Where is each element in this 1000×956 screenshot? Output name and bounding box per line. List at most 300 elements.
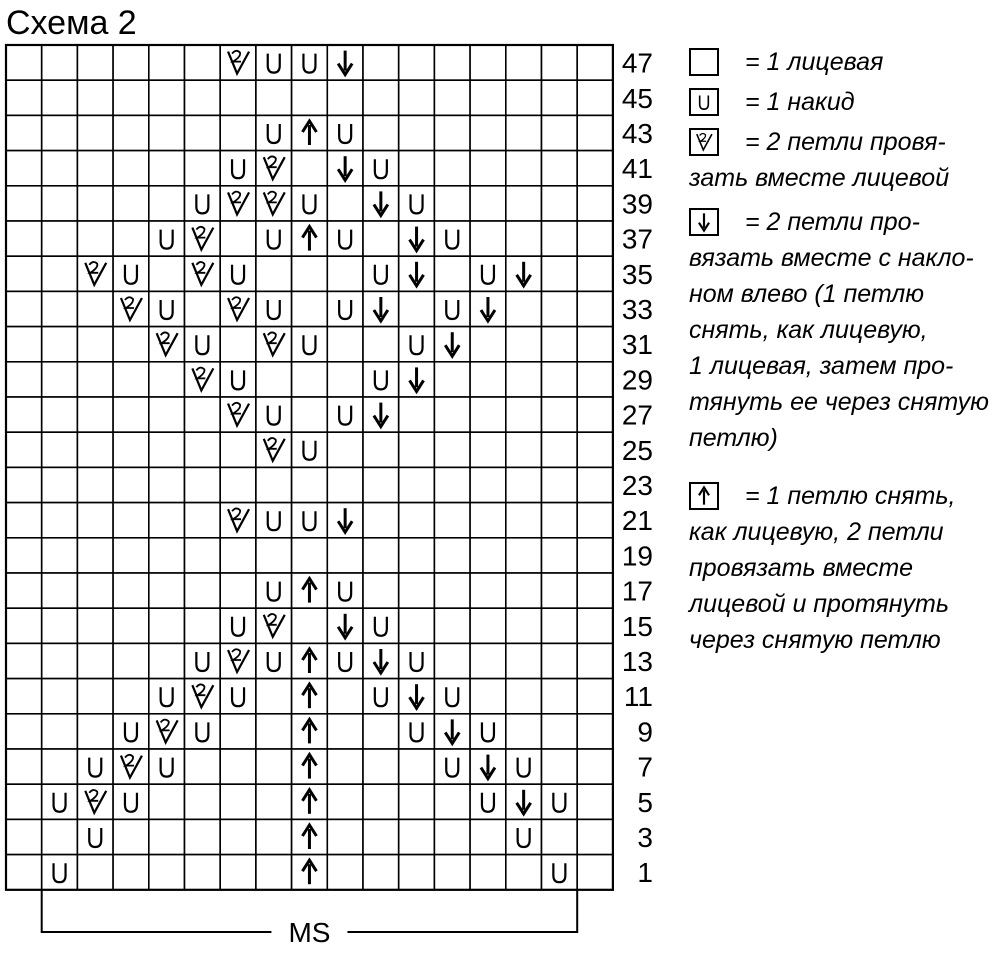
chart-cell [256,397,292,432]
chart-cell [6,503,42,538]
chart-cell [577,362,613,397]
chart-cell [42,503,78,538]
chart-cell [6,151,42,186]
chart-cell [77,714,113,749]
chart-cell [113,573,149,608]
chart-cell [149,784,185,819]
legend-cdd-text: = 1 петлю снять, как лицевую, 2 петли провязать вместе лицевой и протянуть через снятую петлю [689,482,956,654]
chart-cell [113,256,149,291]
chart-cell [220,432,256,467]
chart-cell [363,608,399,643]
chart-cell [6,397,42,432]
chart-cell [399,151,435,186]
chart-cell [399,467,435,502]
chart-cell [363,256,399,291]
chart-cell [77,291,113,326]
chart-cell [470,432,506,467]
chart-cell [434,784,470,819]
row-number: 37 [621,223,653,255]
chart-cell [77,819,113,854]
chart-cell [363,784,399,819]
chart-cell [506,327,542,362]
chart-cell [506,362,542,397]
chart-cell [220,573,256,608]
chart-cell [113,784,149,819]
chart-cell [6,608,42,643]
chart-cell [6,784,42,819]
chart-cell [327,679,363,714]
chart-cell [6,362,42,397]
chart-cell [185,608,221,643]
chart-cell [149,80,185,115]
chart-cell [363,221,399,256]
chart-cell [149,362,185,397]
chart-cell [220,679,256,714]
chart-cell [470,221,506,256]
chart-cell [506,749,542,784]
chart-cell [113,327,149,362]
chart-cell [363,855,399,890]
chart-cell [506,503,542,538]
chart-cell [185,643,221,678]
chart-cell [77,80,113,115]
chart-cell [113,608,149,643]
chart-cell [77,503,113,538]
chart-cell [220,115,256,150]
chart-cell [113,855,149,890]
chart-cell [434,256,470,291]
chart-cell [542,115,578,150]
chart-cell [542,256,578,291]
row-number: 5 [637,786,653,818]
chart-cell [220,749,256,784]
chart-cell [542,221,578,256]
chart-cell [42,855,78,890]
chart-cell [470,327,506,362]
chart-cell [256,45,292,80]
chart-cell [6,643,42,678]
chart-cell [327,855,363,890]
chart-cell [149,256,185,291]
chart-cell [256,855,292,890]
chart-cell [577,151,613,186]
chart-cell [77,679,113,714]
chart-cell [577,784,613,819]
chart-cell [292,503,328,538]
chart-cell [292,327,328,362]
chart-cell [42,749,78,784]
chart-cell [577,115,613,150]
chart-cell [506,397,542,432]
chart-cell [6,432,42,467]
chart-cell [256,115,292,150]
chart-cell [542,291,578,326]
chart-cell [220,538,256,573]
chart-cell [185,714,221,749]
chart-cell [434,608,470,643]
chart-cell [434,573,470,608]
chart-cell [399,538,435,573]
chart-cell [149,467,185,502]
chart-cell [185,186,221,221]
chart-cell [149,855,185,890]
row-number: 33 [621,294,653,325]
row-number: 47 [621,47,653,79]
chart-cell [327,538,363,573]
chart-cell [6,327,42,362]
chart-cell [256,573,292,608]
chart-cell [185,80,221,115]
row-number: 17 [621,575,653,607]
chart-cell [363,115,399,150]
chart-cell [399,432,435,467]
chart-cell [77,45,113,80]
chart-cell [434,397,470,432]
chart-cell [6,115,42,150]
chart-cell [149,186,185,221]
chart-cell [506,538,542,573]
chart-cell [542,397,578,432]
chart-cell [577,819,613,854]
repeat-bracket-left [42,890,272,932]
chart-cell [6,714,42,749]
chart-cell [292,256,328,291]
chart-cell [256,291,292,326]
chart-cell [6,291,42,326]
chart-cell [577,327,613,362]
chart-cell [470,467,506,502]
chart-cell [6,819,42,854]
chart-cell [185,538,221,573]
chart-cell [506,643,542,678]
chart-cell [149,643,185,678]
chart-cell [77,749,113,784]
chart-cell [185,432,221,467]
row-number: 11 [623,681,653,713]
chart-cell [256,538,292,573]
chart-cell [506,80,542,115]
chart-cell [292,362,328,397]
chart-cell [149,151,185,186]
chart-cell [577,221,613,256]
chart-cell [399,573,435,608]
chart-cell [149,432,185,467]
chart-cell [470,679,506,714]
chart-cell [256,467,292,502]
chart-cell [506,221,542,256]
chart-cell [434,855,470,890]
chart-cell [327,467,363,502]
chart-cell [256,643,292,678]
chart-cell [6,221,42,256]
chart-cell [327,397,363,432]
chart-cell [542,538,578,573]
chart-cell [577,397,613,432]
chart-cell [506,115,542,150]
chart-cell [363,819,399,854]
chart-cell [6,573,42,608]
chart-cell [185,151,221,186]
chart-cell [113,819,149,854]
row-number: 9 [637,716,653,748]
chart-cell [542,186,578,221]
chart-cell [256,221,292,256]
chart-cell [506,467,542,502]
chart-cell [542,749,578,784]
chart-cell [113,538,149,573]
chart-cell [292,538,328,573]
chart-cell [42,115,78,150]
chart-cell [542,714,578,749]
chart-cell [470,608,506,643]
chart-cell [113,151,149,186]
chart-cell [363,714,399,749]
chart-cell [542,80,578,115]
chart-cell [577,714,613,749]
chart-cell [434,467,470,502]
chart-cell [42,608,78,643]
chart-cell [185,327,221,362]
chart-cell [327,643,363,678]
chart-cell [577,503,613,538]
chart-cell [185,291,221,326]
chart-cell [399,503,435,538]
chart-cell [542,573,578,608]
chart-cell [506,855,542,890]
chart-cell [327,291,363,326]
chart-cell [470,186,506,221]
chart-cell [577,573,613,608]
chart-cell [149,397,185,432]
chart-cell [506,151,542,186]
chart-cell [77,362,113,397]
chart-cell [113,432,149,467]
chart-cell [363,749,399,784]
page-title: Схема 2 [6,4,137,42]
chart-cell [256,362,292,397]
chart-cell [470,362,506,397]
chart-cell [542,362,578,397]
chart-cell [542,467,578,502]
chart-cell [256,749,292,784]
chart-cell [399,749,435,784]
chart-cell [6,186,42,221]
chart-cell [113,397,149,432]
chart-cell [363,432,399,467]
chart-cell [42,538,78,573]
chart-cell [399,115,435,150]
chart-cell [77,538,113,573]
chart-cell [113,643,149,678]
chart-cell [149,749,185,784]
chart-cell [42,80,78,115]
chart-cell [185,573,221,608]
legend-k2tog-text: = 2 петли провя- зать вместе лицевой [689,128,950,192]
legend-yarn-over-text: = 1 накид [745,88,855,116]
chart-cell [42,819,78,854]
row-number: 1 [637,857,653,889]
chart-cell [470,538,506,573]
chart-cell [434,151,470,186]
chart-cell [292,432,328,467]
chart-cell [577,608,613,643]
chart-cell [42,784,78,819]
chart-cell [77,467,113,502]
chart-cell [363,467,399,502]
chart-cell [399,784,435,819]
chart-cell [149,503,185,538]
chart-cell [149,819,185,854]
chart-cell [220,327,256,362]
legend-yarn-over-symbol [689,88,719,116]
chart-cell [256,256,292,291]
chart-cell [149,573,185,608]
chart-cell [327,714,363,749]
chart-cell [77,397,113,432]
legend-knit-symbol [689,48,719,76]
chart-cell [577,749,613,784]
chart-cell [470,855,506,890]
row-number: 43 [621,118,653,149]
chart-cell [434,291,470,326]
chart-cell [6,80,42,115]
chart-cell [42,397,78,432]
chart-cell [149,679,185,714]
chart-cell [506,679,542,714]
chart-cell [220,80,256,115]
row-number: 27 [621,399,653,431]
chart-cell [434,819,470,854]
chart-cell [506,608,542,643]
chart-cell [577,643,613,678]
chart-cell [399,855,435,890]
chart-cell [363,80,399,115]
chart-cell [77,151,113,186]
chart-cell [577,432,613,467]
repeat-bracket-right [347,890,577,932]
chart-cell [470,115,506,150]
chart-cell [6,467,42,502]
row-number: 31 [621,329,653,361]
chart-cell [577,186,613,221]
chart-cell [77,643,113,678]
chart-cell [292,45,328,80]
chart-cell [292,467,328,502]
chart-cell [42,573,78,608]
chart-cell [434,221,470,256]
chart-cell [220,819,256,854]
row-number: 21 [621,505,653,537]
chart-cell [292,151,328,186]
chart-cell [42,643,78,678]
chart-cell [220,467,256,502]
chart-cell [434,679,470,714]
chart-cell [577,679,613,714]
chart-cell [42,467,78,502]
row-number: 23 [621,470,653,501]
chart-cell [113,115,149,150]
chart-cell [220,608,256,643]
chart-cell [327,115,363,150]
chart-cell [434,362,470,397]
chart-cell [42,327,78,362]
chart-cell [506,573,542,608]
chart-cell [185,855,221,890]
chart-cell [434,186,470,221]
chart-cell [327,819,363,854]
chart-cell [399,186,435,221]
chart-cell [220,784,256,819]
chart-cell [113,45,149,80]
chart-cell [470,819,506,854]
row-number: 39 [621,188,653,220]
chart-cell [434,432,470,467]
chart-cell [470,714,506,749]
chart-cell [399,714,435,749]
chart-cell [577,291,613,326]
legend-knit-text: = 1 лицевая [745,48,884,76]
chart-cell [113,80,149,115]
chart-cell [434,80,470,115]
chart-cell [577,538,613,573]
chart-cell [292,608,328,643]
chart-cell [149,45,185,80]
chart-cell [220,362,256,397]
chart-cell [542,643,578,678]
chart-cell [6,679,42,714]
chart-cell [470,45,506,80]
chart-cell [506,186,542,221]
chart-cell [363,327,399,362]
chart-cell [77,327,113,362]
chart-cell [327,573,363,608]
chart-cell [220,855,256,890]
chart-cell [470,80,506,115]
chart-cell [77,573,113,608]
chart-cell [399,45,435,80]
chart-cell [470,256,506,291]
row-number: 41 [621,153,653,185]
chart-cell [542,45,578,80]
chart-cell [185,784,221,819]
chart-cell [292,80,328,115]
chart-cell [292,397,328,432]
chart-cell [399,608,435,643]
chart-cell [434,115,470,150]
chart-cell [6,749,42,784]
chart-cell [292,291,328,326]
chart-cell [363,151,399,186]
row-number: 29 [621,364,653,396]
chart-cell [506,432,542,467]
chart-cell [42,362,78,397]
chart-cell [6,256,42,291]
chart-cell [256,679,292,714]
chart-cell [220,714,256,749]
chart-cell [434,503,470,538]
chart-cell [577,256,613,291]
legend-ssk-text: = 2 петли про- вязать вместе с накло- ном влево (1 петлю снять, как лицевую, 1 лицевая, затем про- тянуть ее через снятую петлю) [689,208,989,452]
chart-cell [506,291,542,326]
chart-cell [470,784,506,819]
chart-cell [185,115,221,150]
chart-cell [113,362,149,397]
chart-cell [327,186,363,221]
chart-cell [542,432,578,467]
chart-cell [77,115,113,150]
chart-cell [327,362,363,397]
chart-cell [77,608,113,643]
